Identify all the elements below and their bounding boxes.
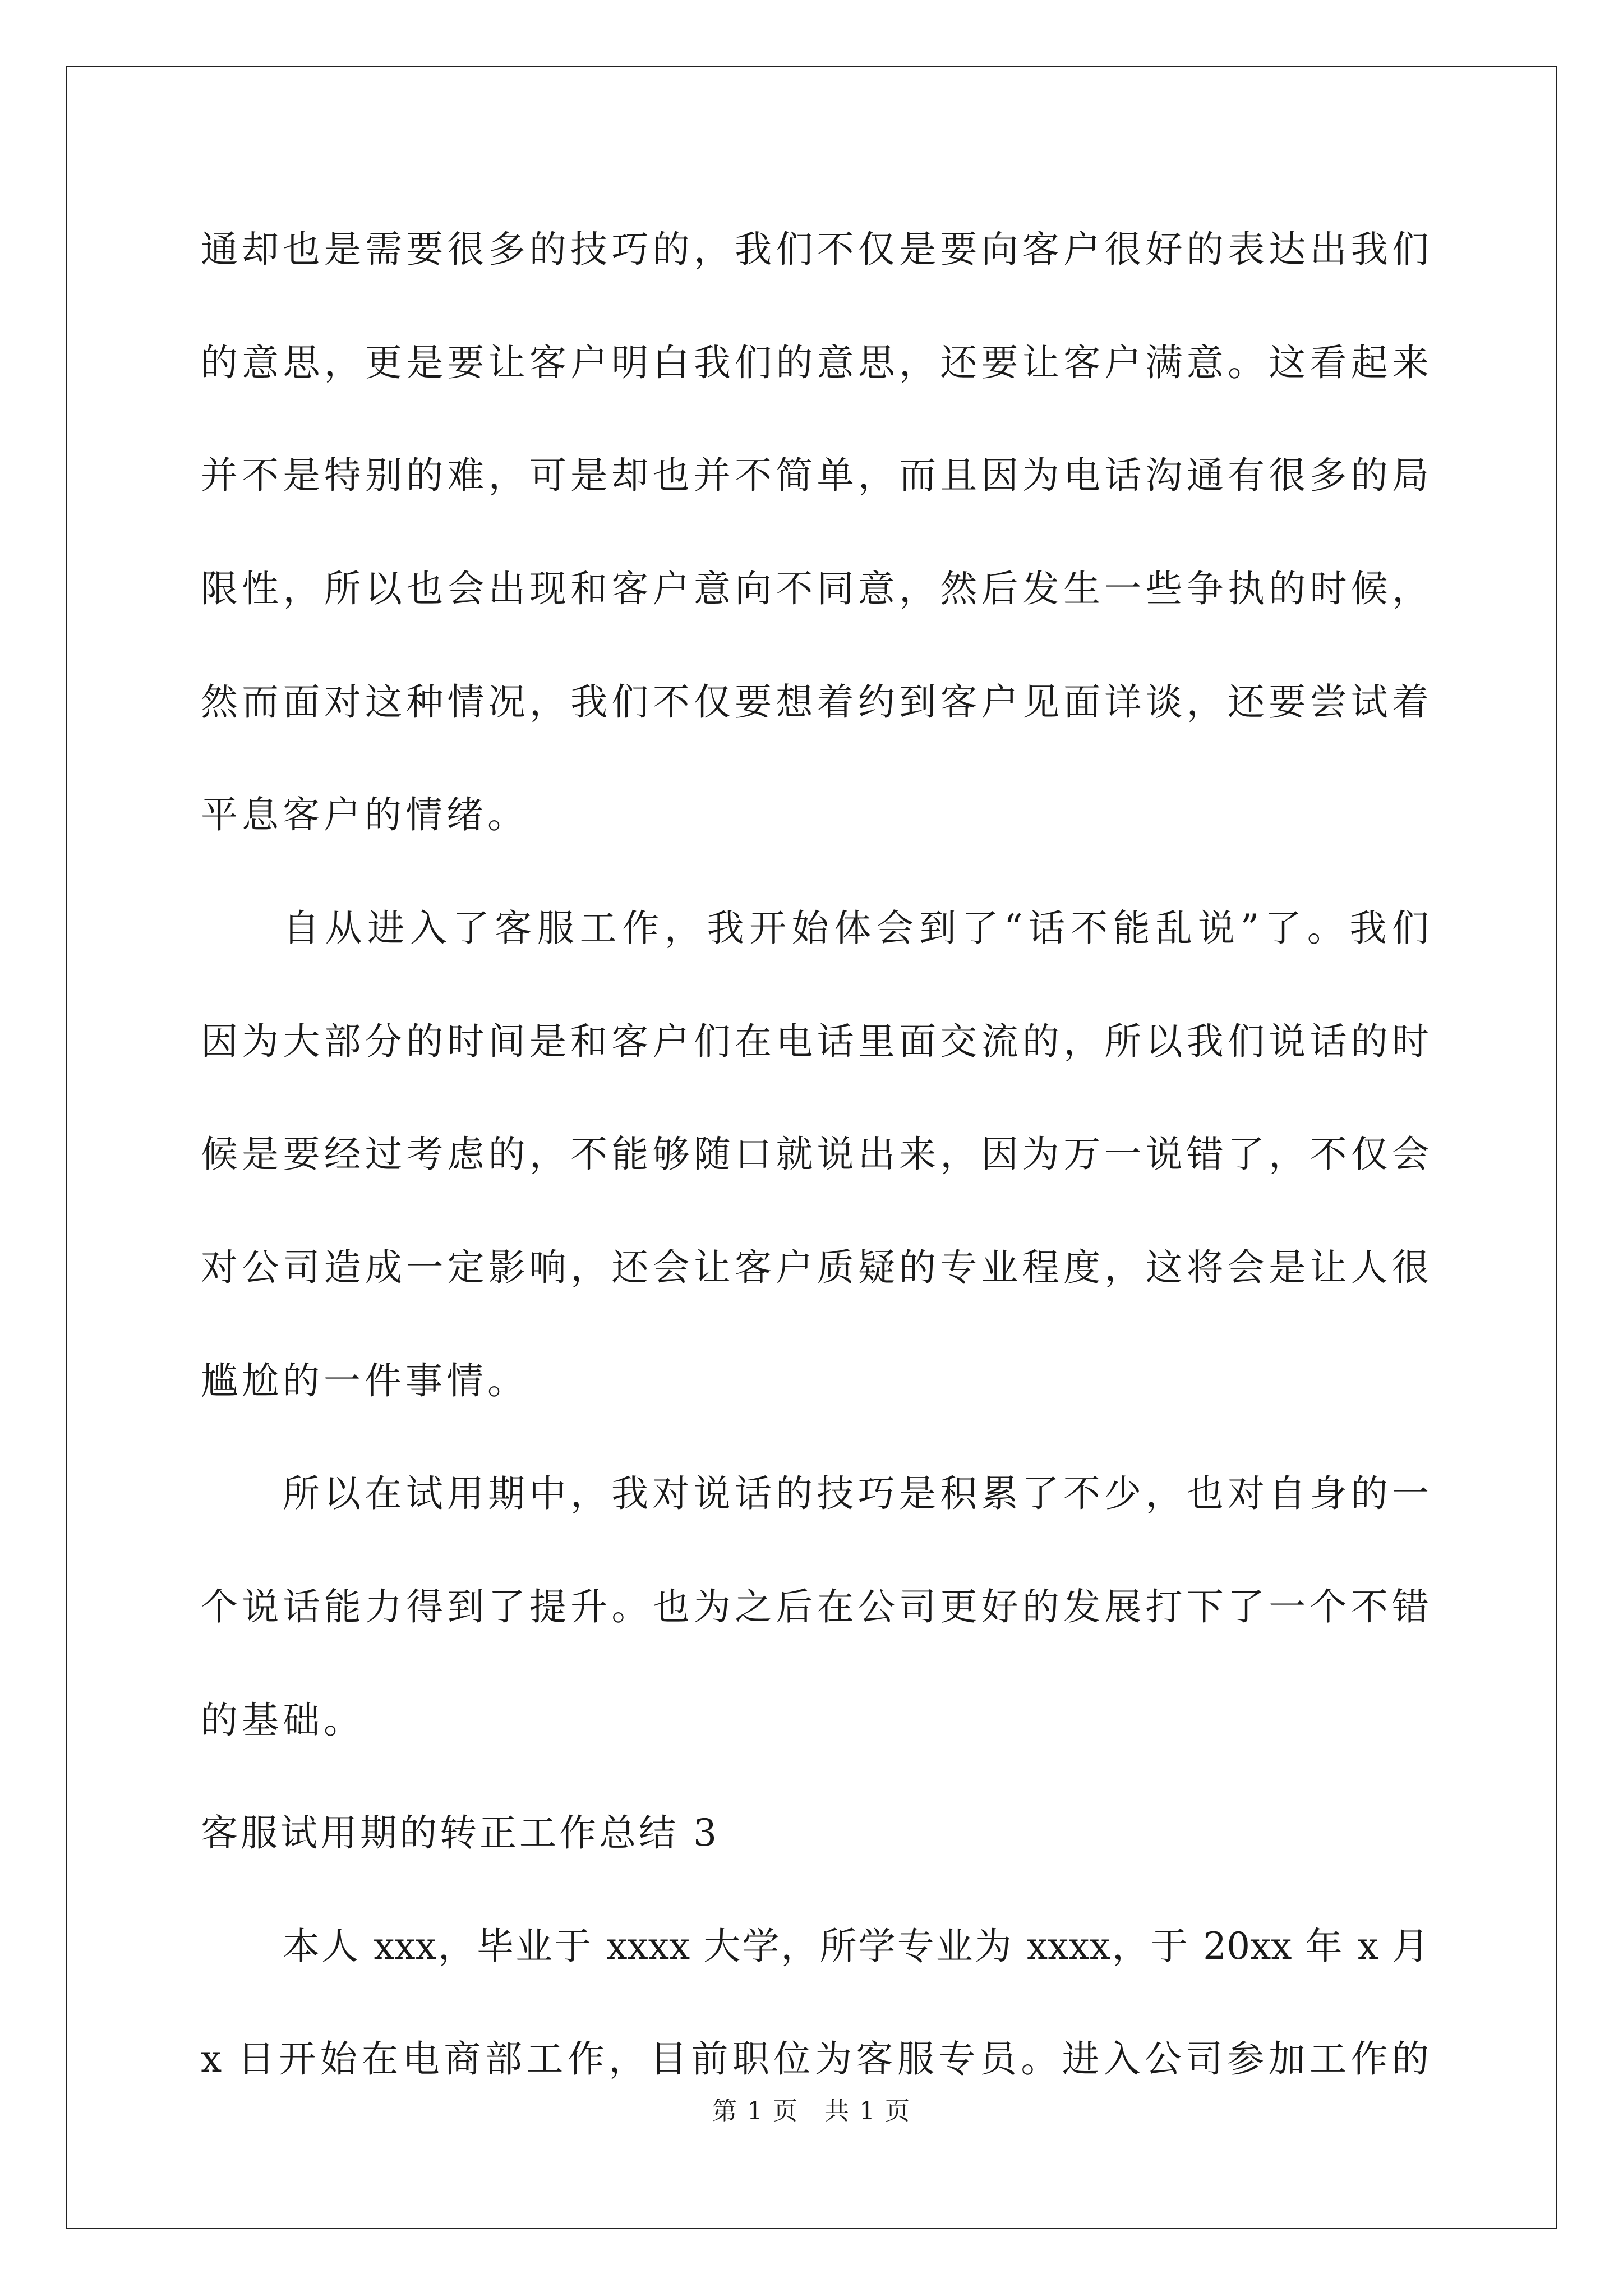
paragraph-2-line-4: 对公司造成一定影响，还会让客户质疑的专业程度，这将会是让人很 bbox=[201, 1246, 1429, 1289]
paragraph-1-line-5: 然而面对这种情况，我们不仅要想着约到客户见面详谈，还要尝试着 bbox=[201, 680, 1429, 724]
section-heading: 客服试用期的转正工作总结 3 bbox=[201, 1811, 720, 1855]
paragraph-4-line-1: 本人 xxx，毕业于 xxxx 大学，所学专业为 xxxx，于 20xx 年 x 月 bbox=[283, 1925, 1429, 1968]
paragraph-1-line-1: 通却也是需要很多的技巧的，我们不仅是要向客户很好的表达出我们 bbox=[201, 228, 1429, 271]
paragraph-4-line-2: x 日开始在电商部工作，目前职位为客服专员。进入公司参加工作的 bbox=[201, 2037, 1429, 2081]
paragraph-2-line-2: 因为大部分的时间是和客户们在电话里面交流的，所以我们说话的时 bbox=[201, 1020, 1429, 1063]
paragraph-1-line-3: 并不是特别的难，可是却也并不简单，而且因为电话沟通有很多的局 bbox=[201, 454, 1429, 497]
paragraph-2-line-1: 自从进入了客服工作，我开始体会到了“话不能乱说”了。我们 bbox=[283, 907, 1429, 950]
paragraph-3-line-2: 个说话能力得到了提升。也为之后在公司更好的发展打下了一个不错 bbox=[201, 1585, 1429, 1628]
paragraph-1-line-2: 的意思，更是要让客户明白我们的意思，还要让客户满意。这看起来 bbox=[201, 341, 1429, 384]
paragraph-1-line-6: 平息客户的情绪。 bbox=[201, 793, 528, 836]
paragraph-3-line-1: 所以在试用期中，我对说话的技巧是积累了不少，也对自身的一 bbox=[283, 1472, 1429, 1515]
paragraph-2-line-5: 尴尬的一件事情。 bbox=[201, 1359, 528, 1402]
paragraph-3-line-3: 的基础。 bbox=[201, 1699, 365, 1742]
page-number-footer: 第 1 页 共 1 页 bbox=[712, 2097, 911, 2125]
paragraph-1-line-4: 限性，所以也会出现和客户意向不同意，然后发生一些争执的时候， bbox=[201, 567, 1429, 610]
paragraph-2-line-3: 候是要经过考虑的，不能够随口就说出来，因为万一说错了，不仅会 bbox=[201, 1133, 1429, 1176]
